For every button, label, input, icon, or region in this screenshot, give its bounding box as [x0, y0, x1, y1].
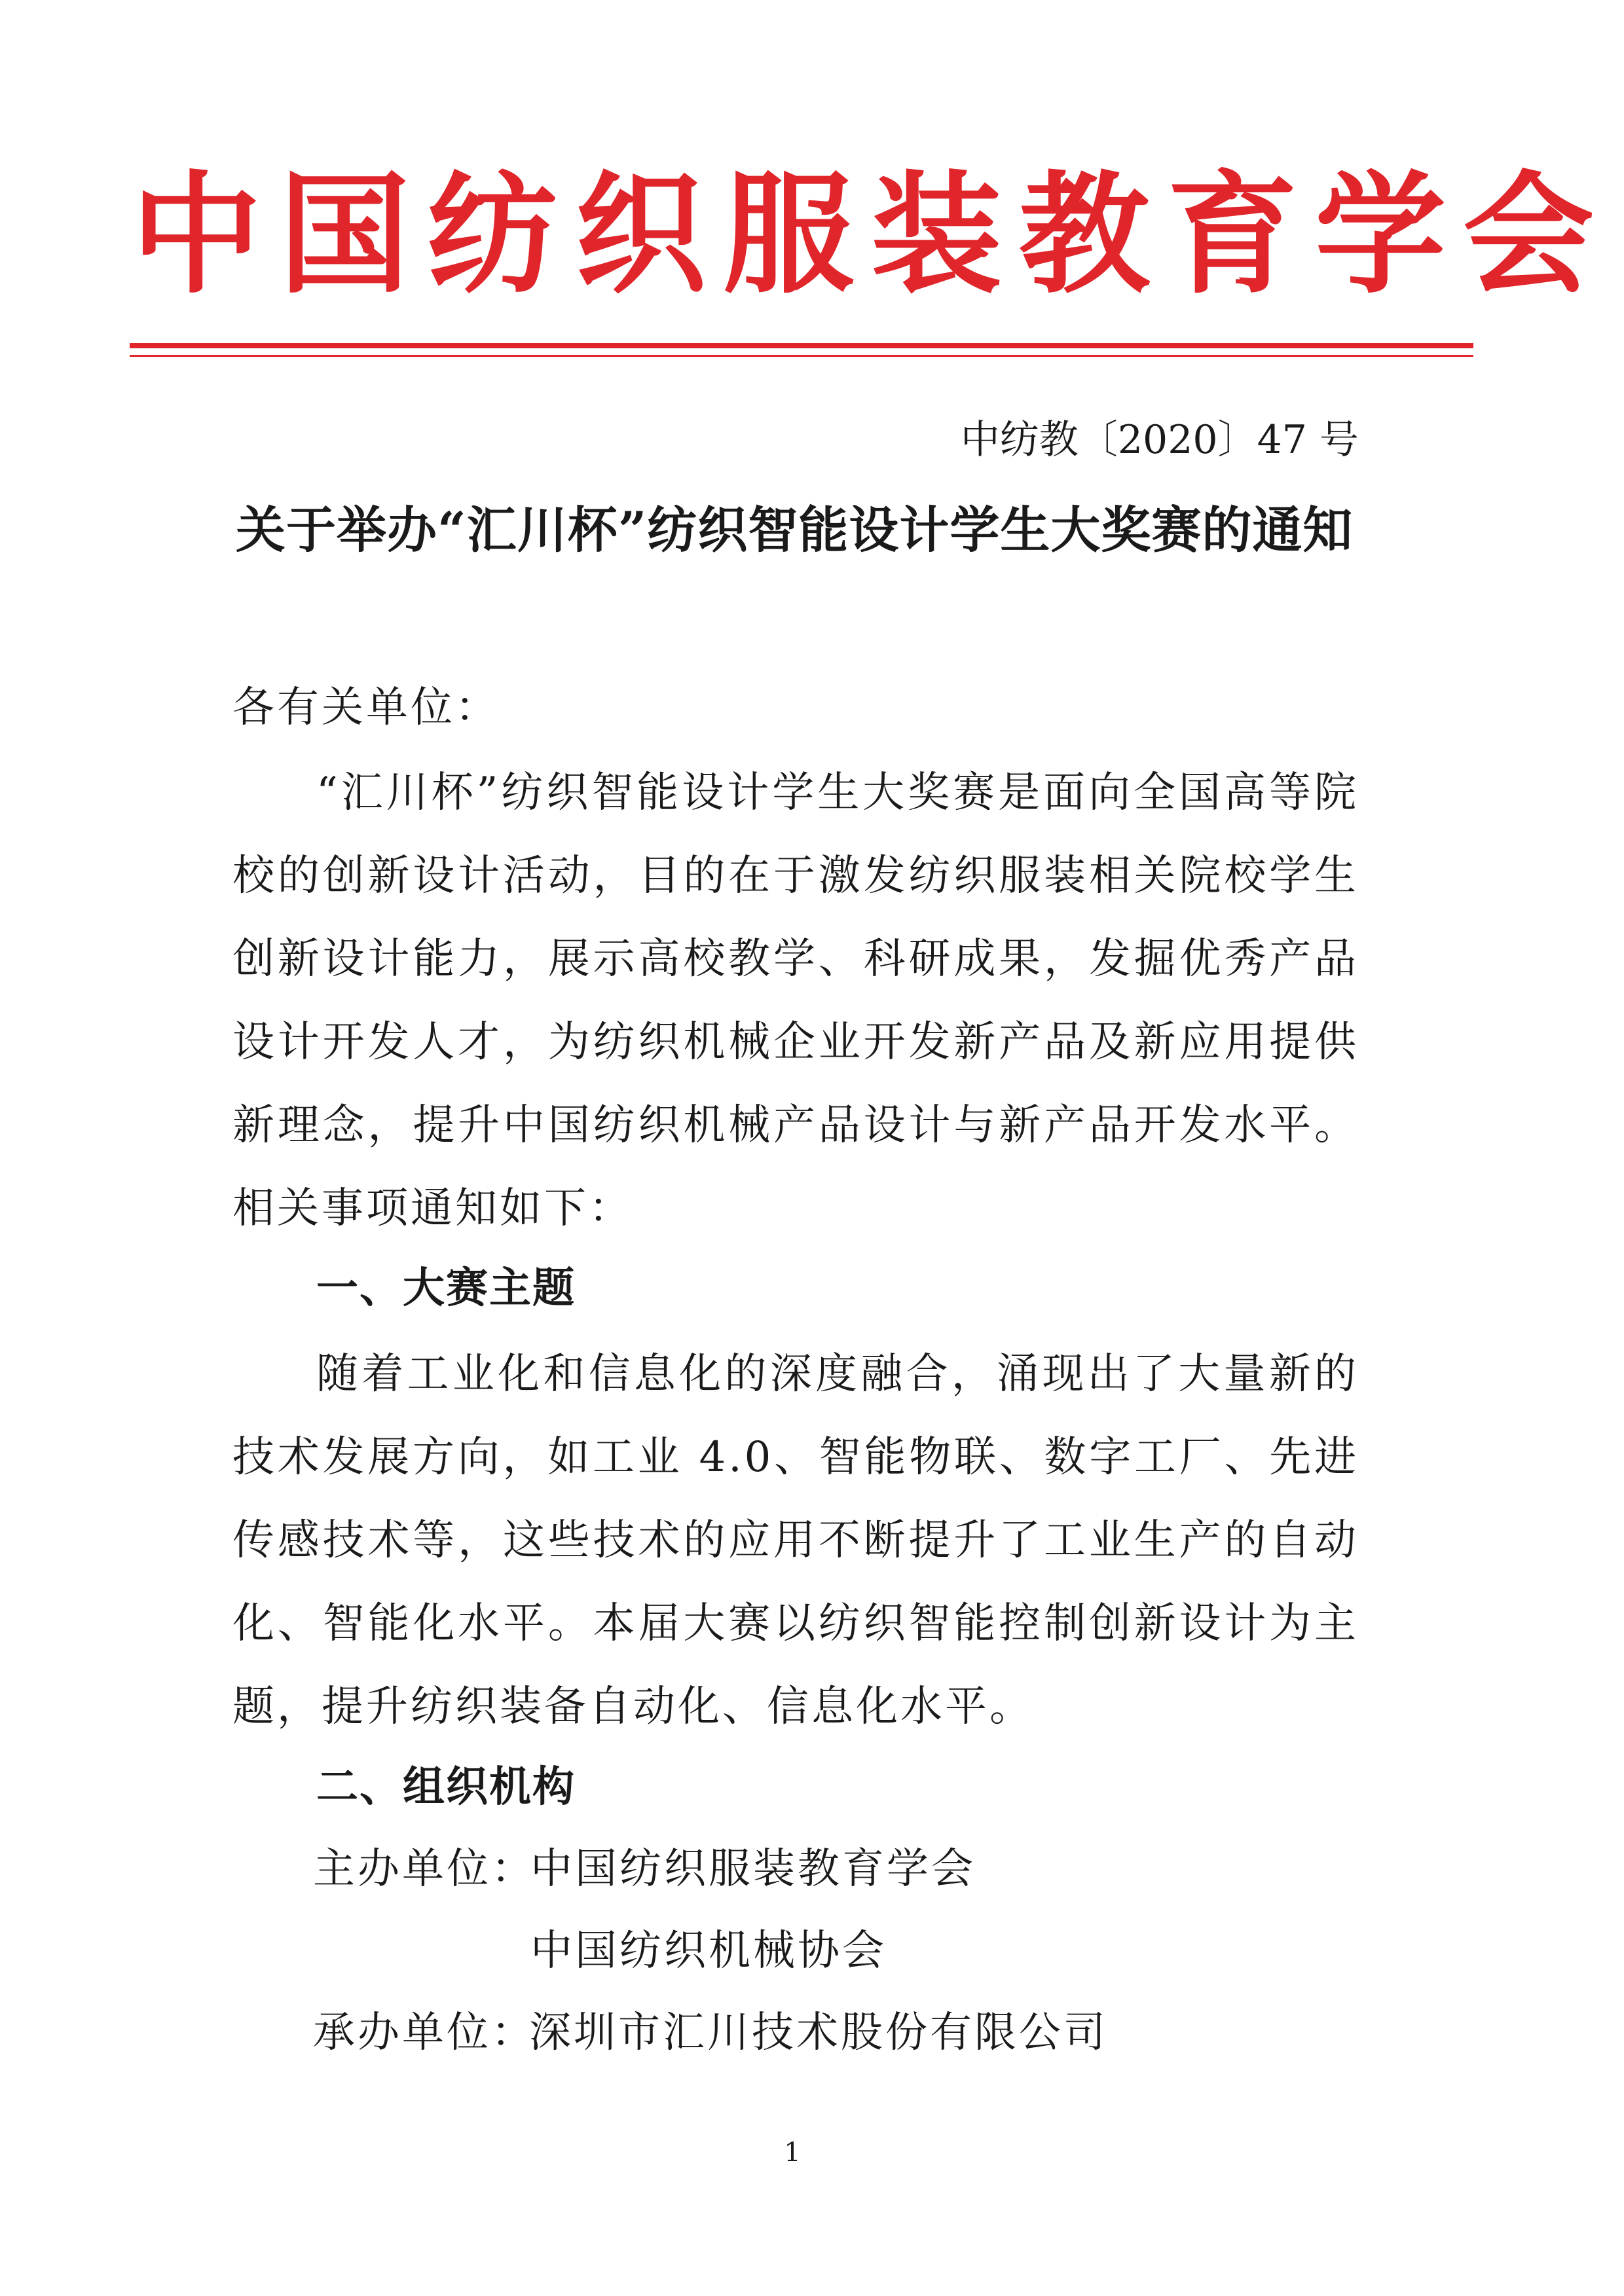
host-label: 主办单位：: [313, 1845, 536, 1893]
letterhead-rule-thin: [130, 355, 1473, 357]
undertaker-org: 深圳市汇川技术股份有限公司: [529, 2009, 1108, 2057]
document-number: 中纺教〔2020〕47 号: [960, 417, 1359, 463]
host-org-1: 中国纺织服装教育学会: [530, 1845, 976, 1893]
salutation: 各有关单位：: [232, 683, 500, 732]
section-heading-organization: 二、组织机构: [316, 1763, 576, 1812]
letterhead-title: 中国纺织服装教育学会: [131, 159, 1612, 312]
host-org-2: 中国纺织机械协会: [530, 1927, 887, 1975]
letterhead-rule-thick: [130, 343, 1473, 348]
undertaker-label: 承办单位：: [313, 2009, 536, 2057]
document-title: 关于举办“汇川杯”纺织智能设计学生大奖赛的通知: [236, 501, 1354, 559]
section-heading-theme: 一、大赛主题: [316, 1264, 576, 1313]
section-paragraph-theme: 随着工业化和信息化的深度融合，涌现出了大量新的技术发展方向，如工业 4.0、智能物联、数字工厂、先进传感技术等，这些技术的应用不断提升了工业生产的自动化、智能化水平。本届大赛以纺织智能控制创新设计为主题，提升纺织装备自动化、信息化水平。: [232, 1350, 1359, 1731]
intro-paragraph: “汇川杯”纺织智能设计学生大奖赛是面向全国高等院校的创新设计活动，目的在于激发纺织服装相关院校学生创新设计能力，展示高校教学、科研成果，发掘优秀产品设计开发人才，为纺织机械企业开发新产品及新应用提供新理念，提升中国纺织机械产品设计与新产品开发水平。相关事项通知如下：: [232, 769, 1359, 1233]
page-number: 1: [784, 2138, 801, 2168]
